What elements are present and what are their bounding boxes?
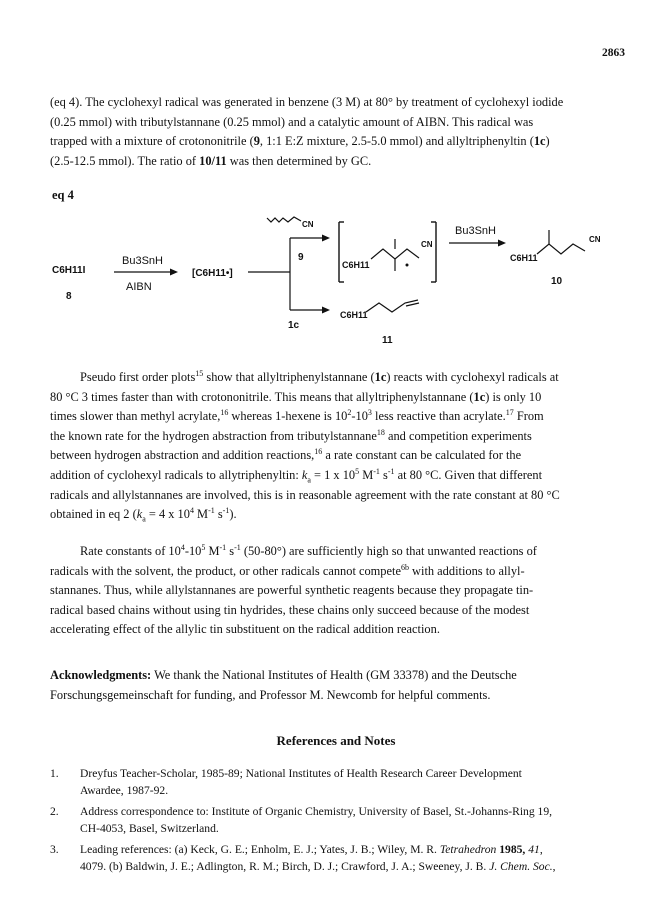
text-line: addition of cyclohexyl radicals to allytriphenyltin: $k_a = 1$ x $10^5$ $M^{-1}$ $s^{-1}$ at 80 °C. Given that different [50, 466, 543, 485]
reference-item [50, 841, 625, 875]
radical-dot [406, 264, 409, 267]
arrowhead-bottom [322, 307, 330, 314]
reference-text: Address correspondence to: Institute of Organic Chemistry, University of Basel, St.-Johanns-Ring 19, CH-4053, Basel, Switzerland. [80, 805, 553, 835]
reference-item [50, 765, 625, 799]
page-number: 2863 [602, 47, 625, 59]
reactant-formula: C6H11I [52, 265, 86, 276]
text-line: Acknowledgments: We thank the National Institutes of Health (GM 33378) and the Deutsche [50, 668, 517, 682]
reference-number: 2. [50, 805, 59, 818]
product-11-number: 11 [382, 335, 393, 346]
text-line: trapped with a mixture of crotononitrile (9, 1:1 E:Z mixture, 2.5-5.0 mmol) and allyltriphenyltin (1c) [50, 134, 550, 149]
text-line: (2.5-12.5 mmol). The ratio of 10/11 was then determined by GC. [50, 153, 372, 168]
text-line: Pseudo first order plots$^{15}$ show that allyltriphenylstannane (1c) reacts with cyclohexyl radicals at [80, 368, 559, 384]
text-line: Forschungsgemeinschaft for funding, and Professor M. Newcomb for helpful comments. [50, 687, 491, 702]
text-line: stannanes. Thus, while allylstannanes are powerful synthetic reagents because they propagate tin- [50, 583, 534, 598]
reagent-2: Bu3SnH [455, 225, 496, 237]
intermediate-chain [371, 249, 419, 259]
text-line: radicals and allylstannanes are involved, this is in reasonable agreement with the rate constant at 80 °C [50, 487, 560, 502]
reagent-bottom: AIBN [126, 281, 152, 293]
product-10-number: 10 [551, 276, 563, 287]
text-line: Rate constants of $10^4-10^5$ $M^{-1}$ $s^{-1}$ (50-80°) are sufficiently high so that unwanted reactions of [80, 542, 537, 558]
arrowhead-2 [498, 240, 506, 247]
text-line: obtained in eq 2 ($k_a = 4$ x $10^4$ $M^{-1}$ $s^{-1}$). [50, 506, 237, 524]
reference-text: Leading references: (a) Keck, G. E.; Enholm, E. J.; Yates, J. B.; Wiley, M. R. Tetrahedron 1985, 41, 4079. (b) Baldwin, J. E.; Adlington, R. M.; Birch, D. J.; Crawford, J. A.; Sweeney, J. B. J. Chem. Soc., [80, 843, 556, 873]
arrowhead-1 [170, 269, 178, 276]
reference-item [50, 803, 625, 837]
text-line: between hydrogen abstraction and addition reactions,$^{16}$ a rate constant can be calculated for the [50, 447, 522, 463]
acknowledgments [50, 666, 626, 705]
product-10-group: C6H11 [510, 253, 538, 263]
text-line: radicals with the solvent, the product, or other radicals cannot compete$^{6b}$ with additions to allyl- [50, 562, 525, 578]
reaction-scheme [0, 200, 672, 350]
text-line: times slower than methyl acrylate,$^{16}$ whereas 1-hexene is $10^2-10^3$ less reactive than acrylate.$^{17}$ From [50, 408, 544, 424]
reference-number: 3. [50, 843, 59, 856]
crotononitrile-structure [267, 217, 301, 222]
arrowhead-top [322, 235, 330, 242]
acknowledgments-heading: Acknowledgments: [50, 668, 152, 682]
product-10-chain [537, 244, 585, 254]
intermediate-group: C6H11 [342, 260, 370, 270]
product-11-group: C6H11 [340, 310, 368, 320]
reagent-top: Bu3SnH [122, 255, 163, 267]
text-line: the known rate for the hydrogen abstraction from tributylstannane$^{18}$ and competition experiments [50, 427, 532, 443]
reactant-number: 8 [66, 291, 72, 302]
trap-number-1c: 1c [288, 320, 300, 331]
paragraph-intro [50, 93, 626, 171]
intermediate-cn: CN [421, 240, 433, 249]
product-11-double-bond [406, 303, 419, 306]
text-line: 80 °C 3 times faster than with crotononitrile. This means that allyltriphenylstannane (1c) is only 10 [50, 389, 542, 404]
trap-number-9: 9 [298, 252, 304, 263]
text-line: radical based chains without using tin hydrides, these chains only succeed because of the modest [50, 602, 530, 617]
reference-text: Dreyfus Teacher-Scholar, 1985-89; National Institutes of Health Research Career Development Awardee, 1987-92. [80, 767, 522, 797]
references-title: References and Notes [276, 733, 396, 748]
reference-number: 1. [50, 767, 59, 780]
crotononitrile-cn: CN [302, 220, 314, 229]
product-10-cn: CN [589, 235, 601, 244]
radical-intermediate: [C6H11•] [192, 268, 233, 279]
paragraph-kinetics [50, 368, 626, 525]
text-line: accelerating effect of the allylic tin substituent on the radical addition reaction. [50, 622, 440, 637]
text-line: (eq 4). The cyclohexyl radical was generated in benzene (3 M) at 80° by treatment of cyclohexyl iodide [50, 95, 564, 109]
paragraph-rate-constants [50, 542, 626, 640]
text-line: (0.25 mmol) with tributylstannane (0.25 mmol) and a catalytic amount of AIBN. This radical was [50, 114, 534, 129]
product-11-chain [366, 300, 418, 312]
equation-label: eq 4 [52, 188, 74, 202]
